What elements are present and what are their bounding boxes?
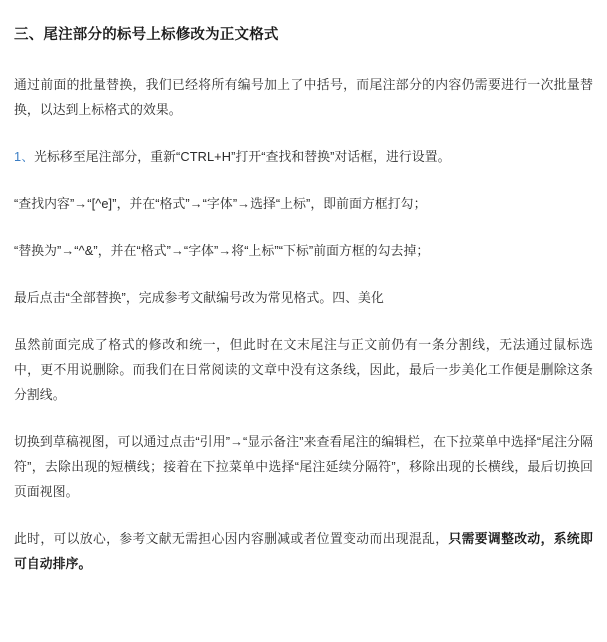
text-run: “替换为”→“^&”，并在“格式”→“字体”→将“上标”“下标”前面方框的勾去掉； (14, 243, 430, 258)
text-run: 虽然前面完成了格式的修改和统一，但此时在文末尾注与正文前仍有一条分割线，无法通过鼠标选中，更不用说删除。而我们在日常阅读的文章中没有这条线，因此，最后一步美化工作便是删除这条分割线。 (14, 336, 593, 402)
paragraph-intro (14, 73, 593, 123)
paragraph-draft-view (14, 430, 593, 505)
text-run: “查找内容”→“[^e]”，并在“格式”→“字体”→选择“上标”，即前面方框打勾； (14, 196, 427, 212)
document-body (14, 73, 593, 576)
paragraph-conclusion (14, 527, 593, 577)
text-run: 最后点击“全部替换”，完成参考文献编号改为常见格式。四、美化 (14, 289, 384, 305)
paragraph-find-content (14, 192, 593, 217)
paragraph-replace-with (14, 239, 593, 264)
paragraph-step-1 (14, 145, 593, 170)
page-title: 三、尾注部分的标号上标修改为正文格式 (14, 27, 279, 43)
paragraph-divider-line (14, 333, 593, 408)
text-run: 切换到草稿视图，可以通过点击“引用”→“显示备注”来查看尾注的编辑栏，在下拉菜单中选择“尾注分隔符”，去除出现的短横线；接着在下拉菜单中选择“尾注延续分隔符”，移除出现的长横线，最后切换回页面视图。 (14, 433, 593, 499)
text-run: 通过前面的批量替换，我们已经将所有编号加上了中括号，而尾注部分的内容仍需要进行一次批量替换，以达到上标格式的效果。 (14, 77, 593, 118)
paragraph-replace-all (14, 286, 593, 311)
text-run: 光标移至尾注部分，重新“CTRL+H”打开“查找和替换”对话框，进行设置。 (34, 149, 451, 165)
text-run: 1、 (14, 149, 35, 165)
text-run: 此时，可以放心，参考文献无需担心因内容删减或者位置变动而出现混乱， (14, 530, 449, 546)
text-run: 只需要调整改动，系统即可自动排序。 (14, 530, 593, 571)
